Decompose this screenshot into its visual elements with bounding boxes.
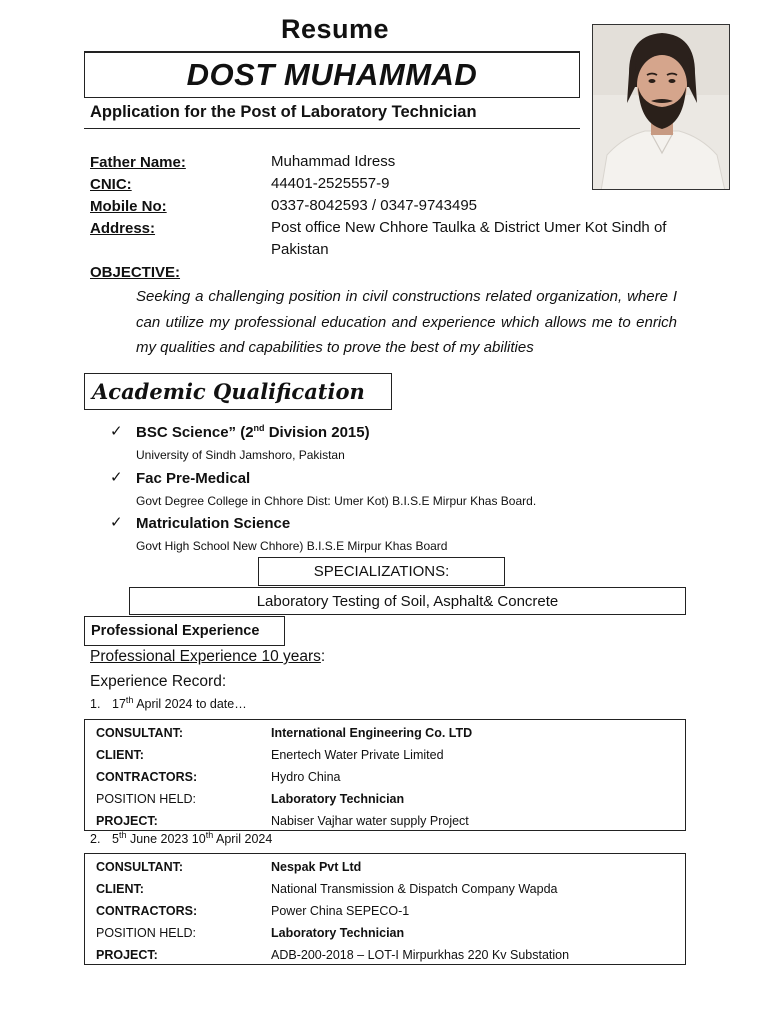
date-text: 5 xyxy=(112,832,119,846)
objective-label: OBJECTIVE: xyxy=(90,264,181,281)
resume-heading: Resume xyxy=(280,14,390,44)
date-text: April 2024 xyxy=(213,832,273,846)
table-row xyxy=(85,922,685,944)
entry-number: 1. xyxy=(90,697,101,711)
education-title-bsc xyxy=(136,424,370,441)
experience-record-label: Experience Record: xyxy=(90,673,227,690)
row-value: Enertech Water Private Limited xyxy=(271,748,444,762)
check-icon: ✓ xyxy=(110,514,123,531)
application-line: Application for the Post of Laboratory Technician xyxy=(90,103,477,121)
address-label: Address: xyxy=(90,220,156,237)
professional-experience-heading: Professional Experience xyxy=(84,616,285,646)
table-row xyxy=(85,810,685,832)
row-label: CONTRACTORS: xyxy=(96,904,198,918)
entry-number: 2. xyxy=(90,832,101,846)
experience-years-colon: : xyxy=(320,648,326,665)
row-label: POSITION HELD: xyxy=(96,926,197,940)
table-row xyxy=(85,856,685,878)
specializations-value: Laboratory Testing of Soil, Asphalt& Concrete xyxy=(129,587,686,615)
ordinal-suffix: th xyxy=(125,694,134,705)
row-value: Laboratory Technician xyxy=(271,926,405,940)
row-label: CONTRACTORS: xyxy=(96,770,198,784)
table-row xyxy=(85,744,685,766)
row-value: Hydro China xyxy=(271,770,341,784)
address-value: Post office New Chhore Taulka & District Umer Kot Sindh of Pakistan xyxy=(271,219,667,258)
education-institute-matric: Govt High School New Chhore) B.I.S.E Mirpur Khas Board xyxy=(136,539,448,553)
date-text: April 2024 to date… xyxy=(133,697,247,711)
education-institute-bsc: University of Sindh Jamshoro, Pakistan xyxy=(136,448,345,462)
cnic-value: 44401-2525557-9 xyxy=(271,175,390,192)
table-row xyxy=(85,766,685,788)
father-name-value: Muhammad Idress xyxy=(271,153,396,170)
experience-entry-date xyxy=(90,694,247,711)
check-icon: ✓ xyxy=(110,469,123,486)
education-title-matric: Matriculation Science xyxy=(136,515,291,532)
education-title-text: BSC Science” (2 xyxy=(136,424,254,441)
experience-years xyxy=(90,648,325,666)
row-label: CLIENT: xyxy=(96,748,144,762)
row-label: PROJECT: xyxy=(96,814,158,828)
father-name-label: Father Name: xyxy=(90,154,186,171)
row-value: Power China SEPECO-1 xyxy=(271,904,410,918)
education-title-text: Division 2015) xyxy=(264,424,370,441)
experience-table-2 xyxy=(84,853,686,965)
mobile-label: Mobile No: xyxy=(90,198,167,215)
row-label: CONSULTANT: xyxy=(96,726,184,740)
row-label: POSITION HELD: xyxy=(96,792,197,806)
row-value: International Engineering Co. LTD xyxy=(271,726,473,740)
ordinal-suffix: nd xyxy=(253,423,265,433)
cnic-label: CNIC: xyxy=(90,176,132,193)
experience-table-1 xyxy=(84,719,686,831)
date-text: June 2023 10 xyxy=(126,832,206,846)
table-row xyxy=(85,900,685,922)
experience-entry-date xyxy=(90,829,273,846)
table-row xyxy=(85,788,685,810)
ordinal-suffix: th xyxy=(118,829,127,840)
table-row xyxy=(85,944,685,966)
row-value: Nespak Pvt Ltd xyxy=(271,860,362,874)
row-label: CLIENT: xyxy=(96,882,144,896)
mobile-value: 0337-8042593 / 0347-9743495 xyxy=(271,197,478,214)
row-value: ADB-200-2018 – LOT-I Mirpurkhas 220 Kv Substation xyxy=(271,948,570,962)
specializations-heading: SPECIALIZATIONS: xyxy=(258,557,505,586)
objective-text: Seeking a challenging position in civil constructions related organization, where I can utilize my professional education and experience which allows me to enrich my qualities and capabilities to prove the best of my abilities xyxy=(136,288,677,356)
education-title-fac: Fac Pre-Medical xyxy=(136,470,251,487)
row-value: National Transmission & Dispatch Company Wapda xyxy=(271,882,558,896)
row-label: PROJECT: xyxy=(96,948,158,962)
academic-qualification-heading: Academic Qualification xyxy=(84,373,392,410)
table-row xyxy=(85,878,685,900)
experience-years-text: Professional Experience 10 years xyxy=(90,648,321,665)
application-underline-rule xyxy=(84,128,580,129)
date-text: 17 xyxy=(112,697,126,711)
check-icon: ✓ xyxy=(110,423,123,440)
row-value: Nabiser Vajhar water supply Project xyxy=(271,814,469,828)
table-row xyxy=(85,722,685,744)
ordinal-suffix: th xyxy=(205,829,214,840)
education-institute-fac: Govt Degree College in Chhore Dist: Umer Kot) B.I.S.E Mirpur Khas Board. xyxy=(136,494,537,508)
candidate-name: DOST MUHAMMAD xyxy=(84,52,580,98)
row-label: CONSULTANT: xyxy=(96,860,184,874)
row-value: Laboratory Technician xyxy=(271,792,405,806)
